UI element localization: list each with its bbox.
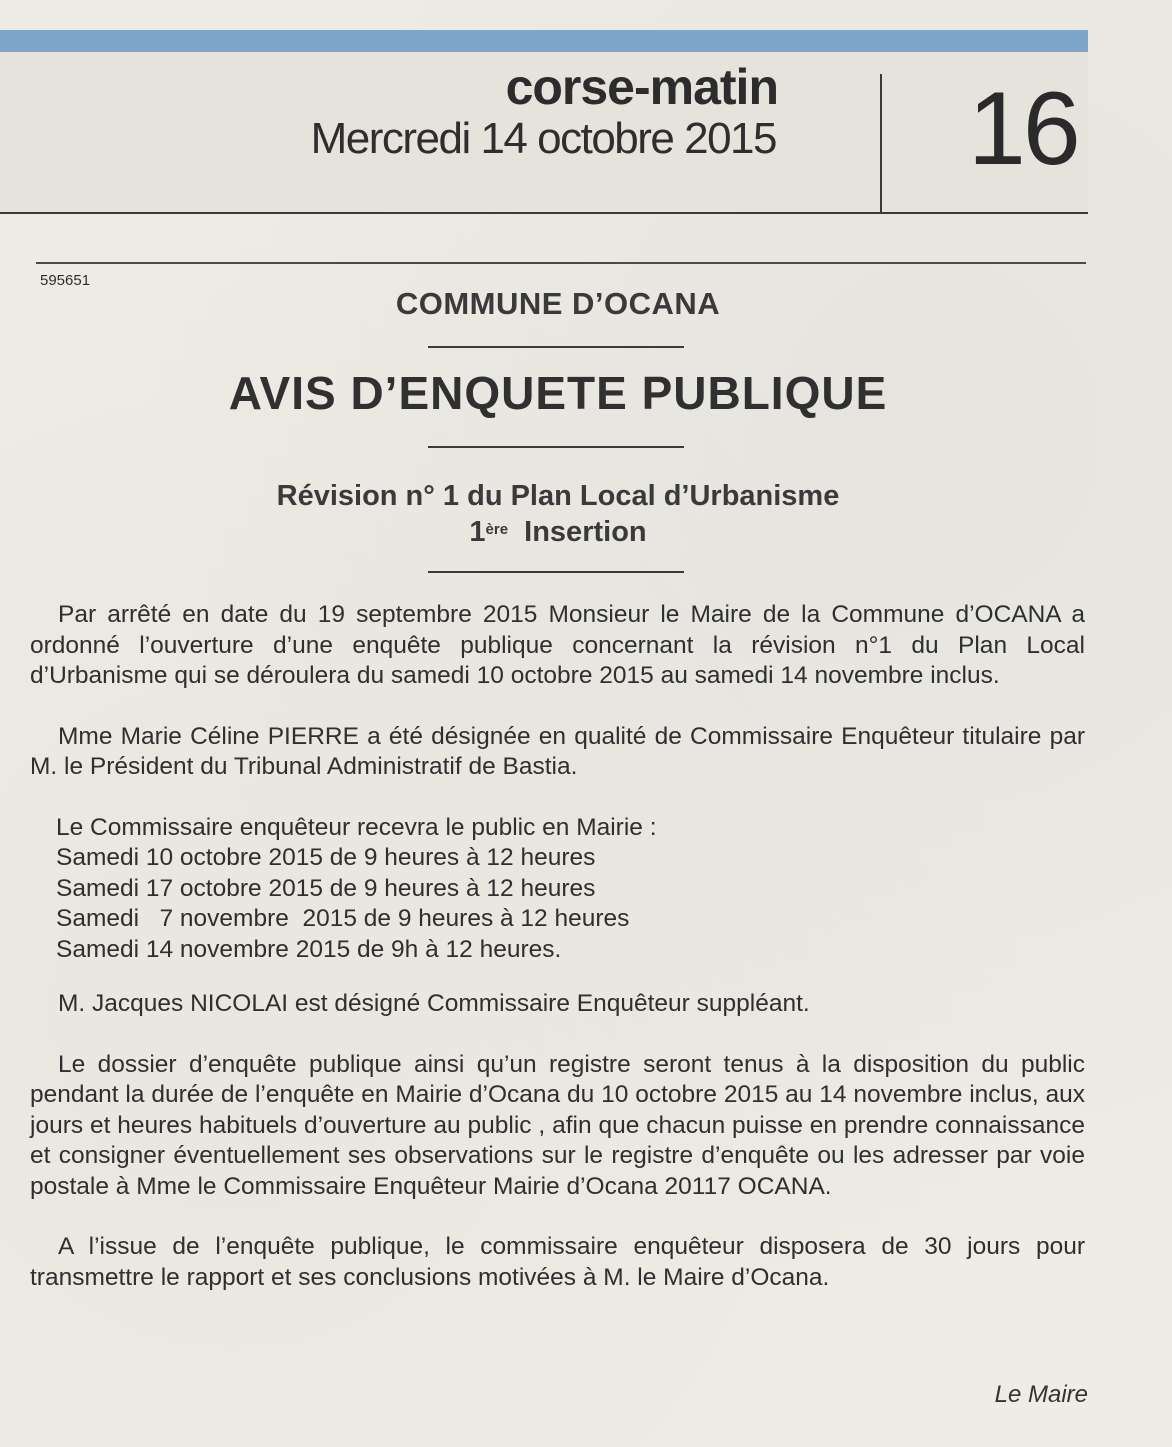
insertion-number: 1 [469,516,486,548]
schedule-item: Samedi 7 novembre 2015 de 9 heures à 12 heures [56,905,630,932]
paragraph-conclusion: A l’issue de l’enquête publique, le commissaire enquêteur disposera de 30 jours pour transmettre le rapport et ses conclusions motivées à M. le Maire d’Ocana. [30,1233,1085,1291]
notice-title: AVIS D’ENQUETE PUBLIQUE [228,367,888,419]
header-divider [880,74,882,212]
divider-rule [428,571,684,573]
notice-body [30,600,1085,1323]
schedule-intro: Le Commissaire enquêteur recevra le public en Mairie : [56,813,657,841]
page-number: 16 [968,71,1078,187]
newspaper-header [0,52,1088,214]
insertion-label: Insertion [508,516,647,548]
subtitle-line-2 [0,514,1116,550]
paragraph-substitute: M. Jacques NICOLAI est désigné Commissaire Enquêteur suppléant. [58,990,810,1017]
commune-heading: COMMUNE D’OCANA [395,286,721,321]
insertion-ordinal: ère [485,521,509,538]
publication-date: Mercredi 14 octobre 2015 [310,114,776,163]
paragraph-commissioner: Mme Marie Céline PIERRE a été désignée en qualité de Commissaire Enquêteur titulaire par M. le Président du Tribunal Administratif de Bastia. [30,722,1085,780]
header-color-band [0,30,1088,52]
signature: Le Maire [994,1381,1088,1408]
divider-rule [428,446,684,448]
schedule-item: Samedi 10 octobre 2015 de 9 heures à 12 heures [56,844,596,871]
notice-reference: 595651 [40,272,91,289]
notice-subtitle [0,478,1116,550]
subtitle-line-1: Révision n° 1 du Plan Local d’Urbanisme [276,480,840,512]
publication-name: corse-matin [505,59,778,115]
divider-rule [428,346,684,348]
paragraph-decree: Par arrêté en date du 19 septembre 2015 Monsieur le Maire de la Commune d’OCANA a ordonné l’ouverture d’une enquête publique concernant la révision n°1 du Plan Local d’Urbanisme qui se déroulera du samedi 10 octobre 2015 au samedi 14 novembre inclus. [30,601,1085,689]
schedule-item: Samedi 17 octobre 2015 de 9 heures à 12 heures [56,874,596,902]
schedule-item: Samedi 14 novembre 2015 de 9h à 12 heures. [56,935,562,963]
paragraph-dossier: Le dossier d’enquête publique ainsi qu’un registre seront tenus à la disposition du public pendant la durée de l’enquête en Mairie d’Ocana du 10 octobre 2015 au 14 novembre inclus, aux jours et heures habituels d’ouverture au public , afin que chacun puisse en prendre connaissance et consigner éventuellement ses observations sur le registre d’enquête ou les adresser par voie postale à Mme le Commissaire Enquêteur Mairie d’Ocana 20117 OCANA. [30,1050,1085,1200]
notice-top-rule [36,262,1086,264]
reception-schedule [56,813,1085,966]
